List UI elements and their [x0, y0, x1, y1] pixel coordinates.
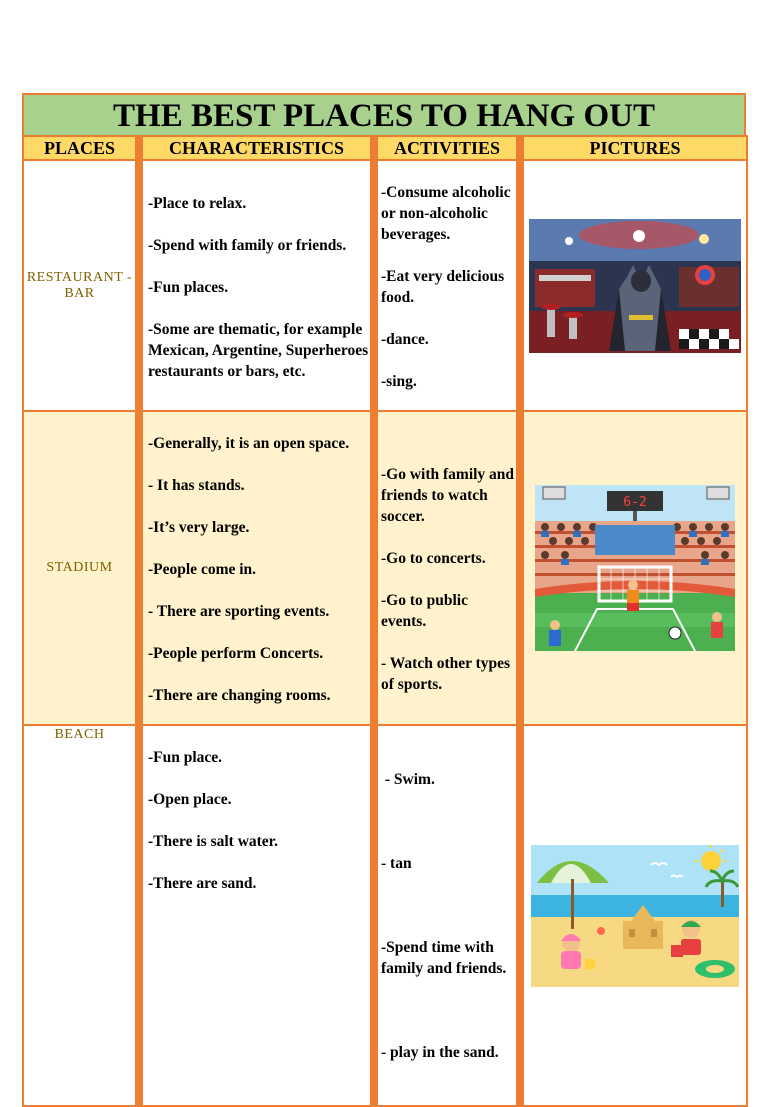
list-item: -People perform Concerts. — [148, 645, 324, 662]
document-page — [22, 93, 746, 1107]
list-item: -There are changing rooms. — [148, 687, 331, 704]
activities-list — [378, 726, 516, 1105]
list-item: -Some are thematic, for example Mexican, Argentine, Superheroes restaurants or bars, etc. — [148, 321, 369, 380]
page-title: THE BEST PLACES TO HANG OUT — [22, 93, 746, 135]
list-item: -Spend time with family and friends. — [381, 939, 507, 977]
characteristics-list — [143, 412, 370, 706]
list-item: -Place to relax. — [148, 195, 247, 212]
places-table — [22, 135, 748, 1107]
list-item: -Consume alcoholic or non-alcoholic beverages. — [381, 184, 511, 243]
characteristics-list — [143, 161, 370, 382]
beach-illustration — [524, 845, 746, 987]
header-row — [23, 136, 747, 160]
place-name-beach: BEACH — [54, 727, 105, 742]
list-item: -People come in. — [148, 561, 257, 578]
table-row — [23, 160, 747, 411]
list-item: - tan — [381, 855, 412, 872]
activities-list — [378, 161, 516, 392]
list-item: -Eat very delicious food. — [381, 268, 505, 306]
stadium-illustration — [524, 485, 746, 651]
list-item: -Go to public events. — [381, 592, 468, 630]
header-places: PLACES — [23, 136, 136, 160]
activities-list — [378, 412, 516, 695]
list-item: -Generally, it is an open space. — [148, 435, 350, 452]
table-row — [23, 411, 747, 725]
list-item: - play in the sand. — [381, 1044, 499, 1061]
header-activities: ACTIVITIES — [377, 136, 517, 160]
place-name-stadium: STADIUM — [46, 560, 113, 575]
header-pictures: PICTURES — [523, 136, 747, 160]
list-item: - It has stands. — [148, 477, 245, 494]
table-row — [23, 725, 747, 1106]
list-item: -sing. — [381, 373, 417, 390]
restaurant-photo — [524, 219, 746, 353]
list-item: -dance. — [381, 331, 429, 348]
list-item: -Go to concerts. — [381, 550, 486, 567]
list-item: -Go with family and friends to watch soccer. — [381, 466, 515, 525]
list-item: - Watch other types of sports. — [381, 655, 511, 693]
header-characteristics: CHARACTERISTICS — [142, 136, 371, 160]
list-item: -It’s very large. — [148, 519, 250, 536]
scoreboard-text: 6-2 — [623, 495, 647, 510]
list-item: -Open place. — [148, 791, 232, 808]
list-item: -Fun places. — [148, 279, 229, 296]
list-item: -There are sand. — [148, 875, 257, 892]
list-item: -Fun place. — [148, 749, 223, 766]
list-item: - Swim. — [381, 771, 435, 788]
list-item: - There are sporting events. — [148, 603, 330, 620]
list-item: -There is salt water. — [148, 833, 279, 850]
list-item: -Spend with family or friends. — [148, 237, 347, 254]
characteristics-list — [143, 726, 370, 894]
place-name-restaurant: RESTAURANT -BAR — [26, 269, 133, 301]
